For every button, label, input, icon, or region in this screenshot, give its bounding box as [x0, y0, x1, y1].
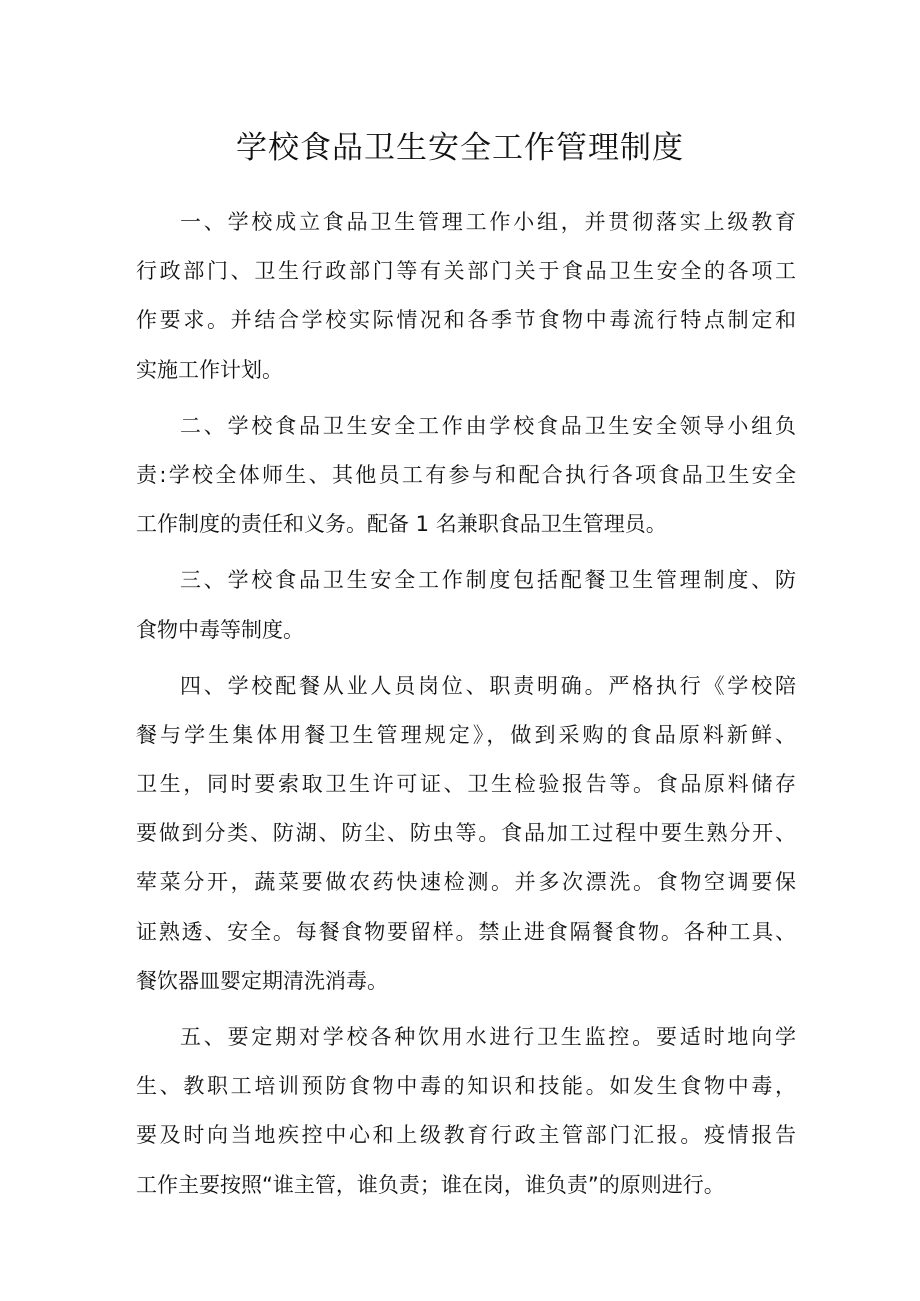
paragraph-line: 要做到分类、防湖、防尘、防虫等。食品加工过程中要生熟分开、: [136, 821, 796, 846]
paragraph-2: [136, 402, 796, 550]
paragraph-line: 作要求。并结合学校实际情况和各季节食物中毒流行特点制定和: [136, 308, 796, 333]
paragraph-line: 卫生，同时要索取卫生许可证、卫生检验报告等。食品原料储存: [136, 772, 796, 797]
paragraph-spacer: [136, 655, 796, 662]
paragraph-line: 食物中毒等制度。: [136, 617, 304, 642]
paragraph-spacer: [136, 1006, 796, 1013]
paragraph-line: 荤菜分开，蔬菜要做农药快速检测。并多次漂洗。食物空调要保: [136, 870, 796, 895]
paragraph-4: [136, 662, 796, 1006]
paragraph-line: 工作主要按照“谁主管，谁负责；谁在岗，谁负责”的原则进行。: [136, 1172, 725, 1197]
paragraph-line: 工作制度的责任和义务。配备 1 名兼职食品卫生管理员。: [136, 512, 667, 537]
paragraph-line: 餐饮器皿婴定期清洗消毒。: [136, 968, 388, 993]
paragraph-spacer: [136, 395, 796, 402]
paragraph-line: 生、教职工培训预防食物中毒的知识和技能。如发生食物中毒，: [136, 1074, 796, 1099]
paragraph-line: 要及时向当地疾控中心和上级教育行政主管部门汇报。疫情报告: [136, 1123, 796, 1148]
paragraph-line: 责:学校全体师生、其他员工有参与和配合执行各项食品卫生安全: [136, 462, 796, 487]
paragraph-line: 行政部门、卫生行政部门等有关部门关于食品卫生安全的各项工: [136, 259, 796, 284]
document-title: 学校食品卫生安全工作管理制度: [236, 130, 684, 166]
paragraph-line: 实施工作计划。: [136, 357, 283, 382]
paragraph-1: [136, 198, 796, 395]
document-body: [136, 198, 796, 1210]
paragraph-5: [136, 1013, 796, 1210]
paragraph-3: [136, 556, 796, 654]
paragraph-line: 三、学校食品卫生安全工作制度包括配餐卫生管理制度、防: [180, 568, 796, 593]
paragraph-line: 证熟透、安全。每餐食物要留样。禁止进食隔餐食物。各种工具、: [136, 919, 796, 944]
paragraph-line: 五、要定期对学校各种饮用水进行卫生监控。要适时地向学: [180, 1025, 796, 1049]
paragraph-line: 四、学校配餐从业人员岗位、职责明确。严格执行《学校陪: [180, 673, 796, 698]
paragraph-line: 一、学校成立食品卫生管理工作小组，并贯彻落实上级教育: [180, 210, 796, 234]
paragraph-line: 餐与学生集体用餐卫生管理规定》，做到采购的食品原料新鲜、: [136, 722, 796, 747]
paragraph-line: 二、学校食品卫生安全工作由学校食品卫生安全领导小组负: [180, 413, 796, 438]
paragraph-spacer: [136, 549, 796, 556]
